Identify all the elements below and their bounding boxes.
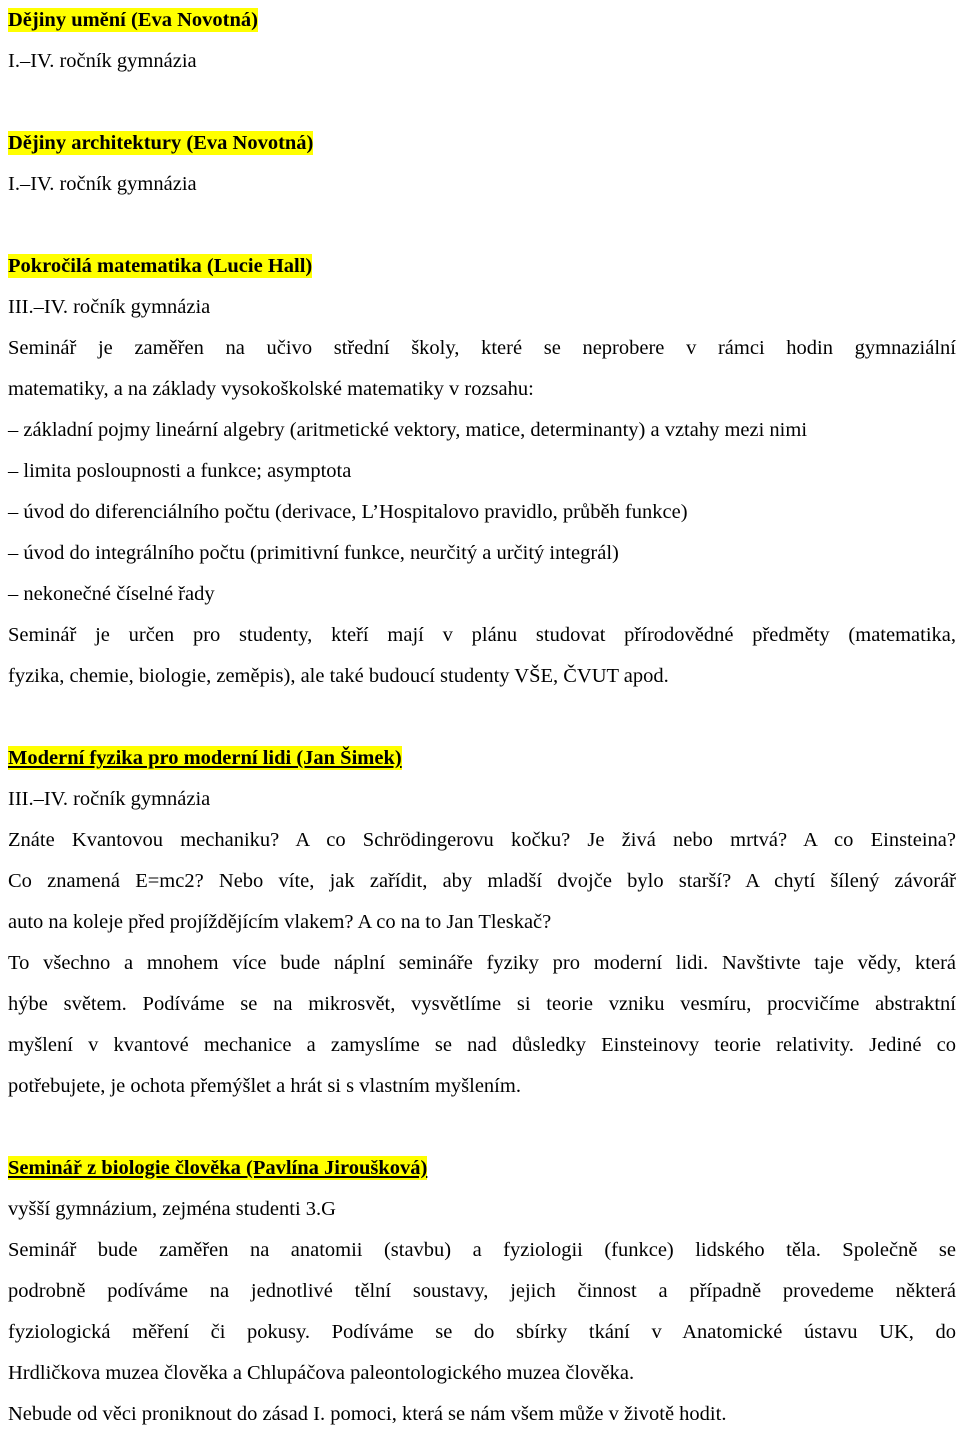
paragraph-line: To všechno a mnohem více bude náplní semináře fyziky pro moderní lidi. Navštivte taje vědy, která	[8, 952, 956, 974]
topic-item: – úvod do diferenciálního počtu (derivace, L’Hospitalovo pravidlo, průběh funkce)	[8, 492, 956, 533]
paragraph-line: Seminář je určen pro studenty, kteří mají v plánu studovat přírodovědné předměty (matematika,	[8, 624, 956, 646]
paragraph-line: Hrdličkova muzea člověka a Chlupáčova paleontologického muzea člověka.	[8, 1362, 635, 1384]
section-spacer	[8, 1107, 956, 1148]
paragraph-line: matematiky, a na základy vysokoškolské matematiky v rozsahu:	[8, 378, 534, 400]
topic-item: – základní pojmy lineární algebry (aritmetické vektory, matice, determinanty) a vztahy mezi nimi	[8, 410, 956, 451]
topic-item: – úvod do integrálního počtu (primitivní funkce, neurčitý a určitý integrál)	[8, 533, 956, 574]
section-grade: III.–IV. ročník gymnázia	[8, 296, 211, 318]
paragraph-line: podrobně podíváme na jednotlivé tělní soustavy, jejich činnost a případně provedeme některá	[8, 1280, 956, 1302]
section-spacer	[8, 205, 956, 246]
paragraph-line: fyziologická měření či pokusy. Podíváme se do sbírky tkání v Anatomické ústavu UK, do	[8, 1321, 956, 1343]
section-spacer	[8, 697, 956, 738]
paragraph-line: Znáte Kvantovou mechaniku? A co Schrödingerovu kočku? Je živá nebo mrtvá? A co Einsteina?	[8, 829, 956, 851]
topic-item: – nekonečné číselné řady	[8, 574, 956, 615]
paragraph-line: Seminář bude zaměřen na anatomii (stavbu) a fyziologii (funkce) lidského těla. Společně se	[8, 1239, 956, 1261]
section-grade: I.–IV. ročník gymnázia	[8, 173, 197, 195]
paragraph-line: potřebujete, je ochota přemýšlet a hrát si s vlastním myšlením.	[8, 1075, 521, 1097]
section-title: Dějiny umění (Eva Novotná)	[8, 9, 258, 31]
section-title: Moderní fyzika pro moderní lidi (Jan Šimek)	[8, 747, 402, 769]
section-title: Seminář z biologie člověka (Pavlína Jiroušková)	[8, 1157, 428, 1179]
section-spacer	[8, 82, 956, 123]
paragraph-line: Nebude od věci proniknout do zásad I. pomoci, která se nám všem může v životě hodit.	[8, 1403, 727, 1425]
paragraph-line: Seminář je zaměřen na učivo střední školy, které se neprobere v rámci hodin gymnaziální	[8, 337, 956, 359]
paragraph-line: hýbe světem. Podíváme se na mikrosvět, vysvětlíme si teorie vzniku vesmíru, procvičíme abstraktní	[8, 993, 956, 1015]
document-page	[8, 0, 956, 1435]
section-grade: vyšší gymnázium, zejména studenti 3.G	[8, 1198, 336, 1220]
paragraph-line: myšlení v kvantové mechanice a zamyslíme se nad důsledky Einsteinovy teorie relativity. Jediné co	[8, 1034, 956, 1056]
section-title: Pokročilá matematika (Lucie Hall)	[8, 255, 313, 277]
section-grade: I.–IV. ročník gymnázia	[8, 50, 197, 72]
paragraph-line: Co znamená E=mc2? Nebo víte, jak zařídit, aby mladší dvojče bylo starší? A chytí šílený závorář	[8, 870, 956, 892]
paragraph-line: auto na koleje před projíždějícím vlakem? A co na to Jan Tleskač?	[8, 911, 552, 933]
paragraph-line: fyzika, chemie, biologie, zeměpis), ale také budoucí studenty VŠE, ČVUT apod.	[8, 665, 669, 687]
topic-item: – limita posloupnosti a funkce; asymptota	[8, 451, 956, 492]
section-title: Dějiny architektury (Eva Novotná)	[8, 132, 314, 154]
section-grade: III.–IV. ročník gymnázia	[8, 788, 211, 810]
